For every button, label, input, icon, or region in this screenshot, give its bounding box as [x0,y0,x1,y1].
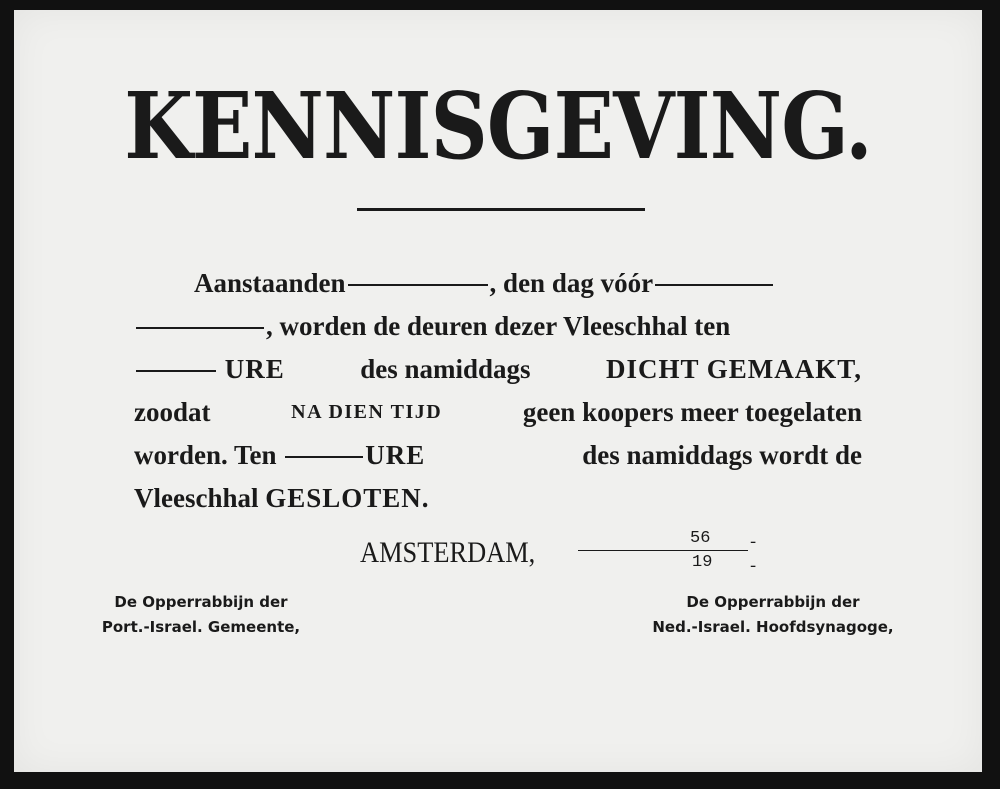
fill-blank [348,284,488,286]
body-text: , den dag vóór [489,268,654,298]
body-line-6 [134,477,862,520]
title-underline [357,208,645,211]
notice-title: KENNISGEVING. [124,72,872,180]
body-text: DICHT GEMAAKT, [605,354,862,384]
body-text: geen koopers meer toegelaten [522,397,862,427]
signature-line: Ned.-Israel. Hoofdsynagoge, [652,618,894,636]
body-text: URE [224,354,285,384]
date-day: 56 [690,529,711,548]
notice-sheet [14,10,982,772]
body-text: , worden de deuren dezer Vleeschhal ten [266,311,731,341]
date-dot: - [748,558,759,577]
body-line-2 [134,305,862,348]
signature-line: Port.-Israel. Gemeente, [101,618,301,636]
body-text: URE [365,440,426,470]
place-name: AMSTERDAM, [360,536,536,569]
body-text: NA DIEN TIJD [291,401,443,423]
body-text: GESLOTEN. [265,483,430,513]
body-line-5 [134,434,862,477]
body-line-4 [134,391,862,434]
body-text: Vleeschhal [134,483,259,513]
fill-blank [136,370,216,372]
body-line-1 [134,262,862,305]
date-year: 19 [692,553,713,572]
signature-left [86,590,316,640]
body-text: worden. Ten [134,440,277,470]
body-text: des namiddags [360,354,531,384]
date-dot: - [748,534,759,553]
body-text: Aanstaanden [194,268,346,298]
body-line-3 [134,348,862,391]
signature-line: De Opperrabbijn der [114,593,288,611]
signature-line: De Opperrabbijn der [686,593,860,611]
fill-blank [136,327,264,329]
body-text: zoodat [134,397,211,427]
fill-blank [285,456,363,458]
fill-blank [655,284,773,286]
signature-right [638,590,908,640]
date-line [578,550,748,551]
body-text: des namiddags wordt de [582,440,862,470]
notice-body [134,262,862,520]
